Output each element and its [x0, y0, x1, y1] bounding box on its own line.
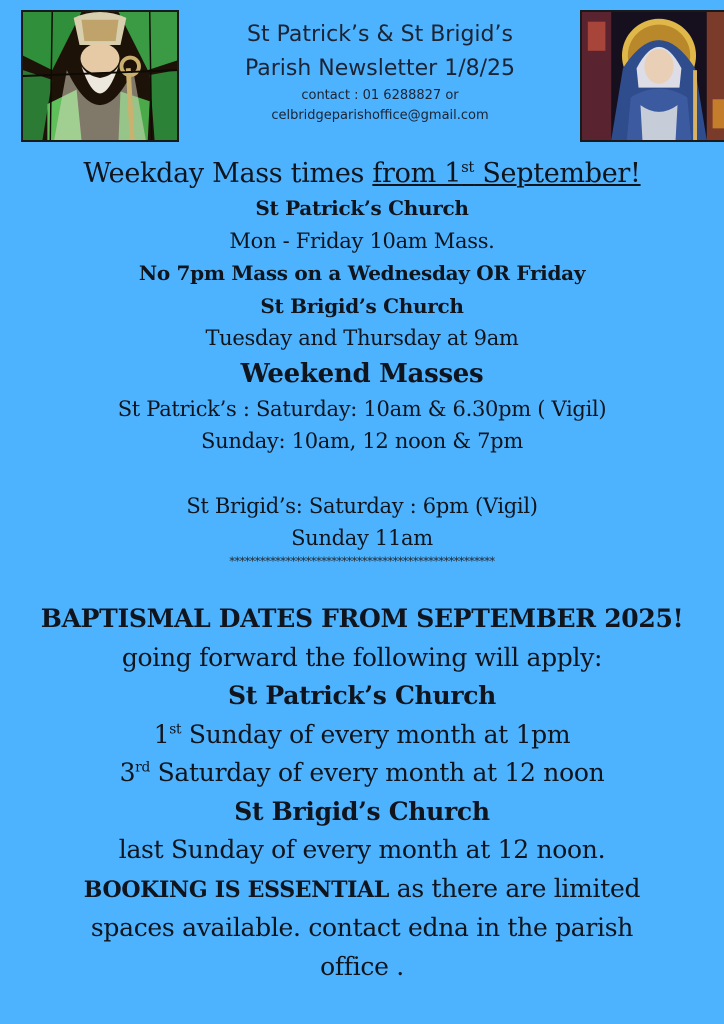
- weekday-heading-text: Weekday Mass times: [83, 158, 373, 189]
- baptism-patricks-first-sunday: [0, 716, 724, 755]
- spacer: [0, 458, 724, 490]
- ordinal-suffix: st: [169, 721, 182, 738]
- brigids-sunday-times: Sunday 11am: [291, 526, 433, 550]
- patricks-weekday-note: No 7pm Mass on a Wednesday OR Friday: [138, 261, 586, 285]
- baptism-brigids-schedule: last Sunday of every month at 12 noon.: [118, 835, 606, 864]
- weekend-masses-heading: Weekend Masses: [240, 358, 484, 389]
- contact-email: celbridgeparishoffice@gmail.com: [271, 108, 489, 123]
- baptism-heading: BAPTISMAL DATES FROM SEPTEMBER 2025!: [40, 604, 684, 633]
- brigids-church-label: St Brigid’s Church: [260, 293, 464, 318]
- newsletter-title-line2: Parish Newsletter 1/8/25: [244, 56, 516, 81]
- ordinal-number: 1: [153, 719, 170, 749]
- newsletter-title-line1: St Patrick’s & St Brigid’s: [247, 22, 513, 47]
- brigids-weekday-times: Tuesday and Thursday at 9am: [205, 326, 519, 350]
- booking-limited: as there are limited: [389, 873, 641, 903]
- ordinal-suffix: rd: [135, 759, 150, 776]
- weekday-heading-date: [372, 158, 640, 189]
- baptism-patricks-label: St Patrick’s Church: [228, 681, 496, 710]
- newsletter-title-block: [185, 18, 575, 126]
- patricks-weekday-times: Mon - Friday 10am Mass.: [229, 228, 495, 253]
- booking-essential: BOOKING IS ESSENTIAL: [83, 876, 390, 903]
- baptism-patricks-third-saturday: [0, 754, 724, 793]
- schedule-text: Sunday of every month at 1pm: [181, 719, 571, 749]
- baptism-brigids-label: St Brigid’s Church: [234, 796, 490, 826]
- mass-times-section: [0, 156, 724, 569]
- booking-notice: [0, 870, 724, 910]
- booking-office: office .: [320, 951, 404, 981]
- weekday-heading-from: from 1: [372, 158, 462, 189]
- patricks-saturday-times: St Patrick’s : Saturday: 10am & 6.30pm ( Vigil): [117, 396, 607, 421]
- weekday-heading-month: September!: [474, 158, 641, 189]
- patricks-church-label: St Patrick’s Church: [255, 196, 469, 220]
- weekday-heading-sup: st: [461, 158, 475, 176]
- baptism-section: [0, 600, 724, 986]
- brigids-saturday-times: St Brigid’s: Saturday : 6pm (Vigil): [186, 493, 538, 518]
- asterisk-separator: ****************************************************: [229, 554, 495, 568]
- ordinal-number: 3: [119, 758, 136, 787]
- contact-phone: contact : 01 6288827 or: [301, 88, 459, 103]
- schedule-text: Saturday of every month at 12 noon: [149, 758, 605, 787]
- weekday-mass-heading: [0, 156, 724, 192]
- st-brigid-stained-glass-image: [580, 10, 724, 142]
- st-patrick-stained-glass-image: [21, 10, 179, 142]
- booking-contact: spaces available. contact edna in the parish: [90, 913, 634, 942]
- newsletter-header: [0, 0, 724, 150]
- baptism-intro: going forward the following will apply:: [121, 642, 603, 672]
- patricks-sunday-times: Sunday: 10am, 12 noon & 7pm: [201, 429, 523, 453]
